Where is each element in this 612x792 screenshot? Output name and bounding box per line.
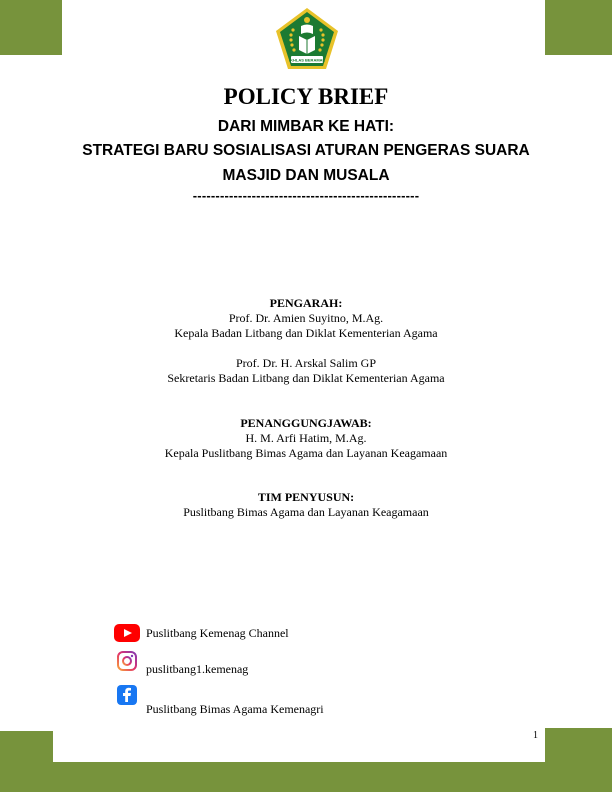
kemenag-emblem-icon (273, 6, 341, 74)
pengarah-section (0, 296, 612, 341)
youtube-channel-label: Puslitbang Kemenag Channel (146, 625, 289, 640)
pengarah-person2-name: Prof. Dr. H. Arskal Salim GP (235, 356, 376, 370)
pengarah-section-2 (0, 356, 612, 386)
corner-block-bottom-left (0, 731, 53, 762)
instagram-icon (114, 650, 140, 672)
social-instagram (114, 650, 249, 676)
instagram-account-label: puslitbang1.kemenag (146, 661, 249, 676)
document-title: POLICY BRIEF (223, 84, 389, 109)
tim-penyusun-section (0, 490, 612, 520)
footer-band (0, 762, 612, 792)
subtitle-line-1: DARI MIMBAR KE HATI: (217, 118, 395, 135)
penanggungjawab-name: H. M. Arfi Hatim, M.Ag. (245, 431, 367, 445)
page-number: 1 (533, 730, 538, 741)
pengarah-person1-role: Kepala Badan Litbang dan Diklat Kementerian Agama (174, 326, 438, 340)
pengarah-person2-role: Sekretaris Badan Litbang dan Diklat Kementerian Agama (167, 371, 445, 385)
emblem-motto: IKHLAS BERAMAL (289, 57, 325, 63)
tim-penyusun-value: Puslitbang Bimas Agama dan Layanan Keagamaan (183, 505, 429, 519)
subtitle-line-3: MASJID DAN MUSALA (222, 167, 390, 184)
corner-block-top-left (0, 0, 62, 55)
facebook-icon (114, 684, 140, 706)
tim-penyusun-heading: TIM PENYUSUN: (257, 490, 355, 504)
penanggungjawab-role: Kepala Puslitbang Bimas Agama dan Layanan Keagamaan (164, 446, 448, 460)
pengarah-person1-name: Prof. Dr. Amien Suyitno, M.Ag. (228, 311, 384, 325)
penanggungjawab-section (0, 416, 612, 461)
subtitle-line-2: STRATEGI BARU SOSIALISASI ATURAN PENGERAS SUARA (82, 142, 530, 159)
social-youtube (114, 622, 289, 644)
facebook-page-label: Puslitbang Bimas Agama Kemenagri (146, 701, 324, 716)
penanggungjawab-heading: PENANGGUNGJAWAB: (240, 416, 372, 430)
social-facebook (114, 684, 324, 716)
youtube-icon (114, 622, 140, 644)
title-divider: -------------------------------------------------- (192, 188, 420, 203)
pengarah-heading: PENGARAH: (269, 296, 343, 310)
corner-block-top-right (545, 0, 612, 55)
